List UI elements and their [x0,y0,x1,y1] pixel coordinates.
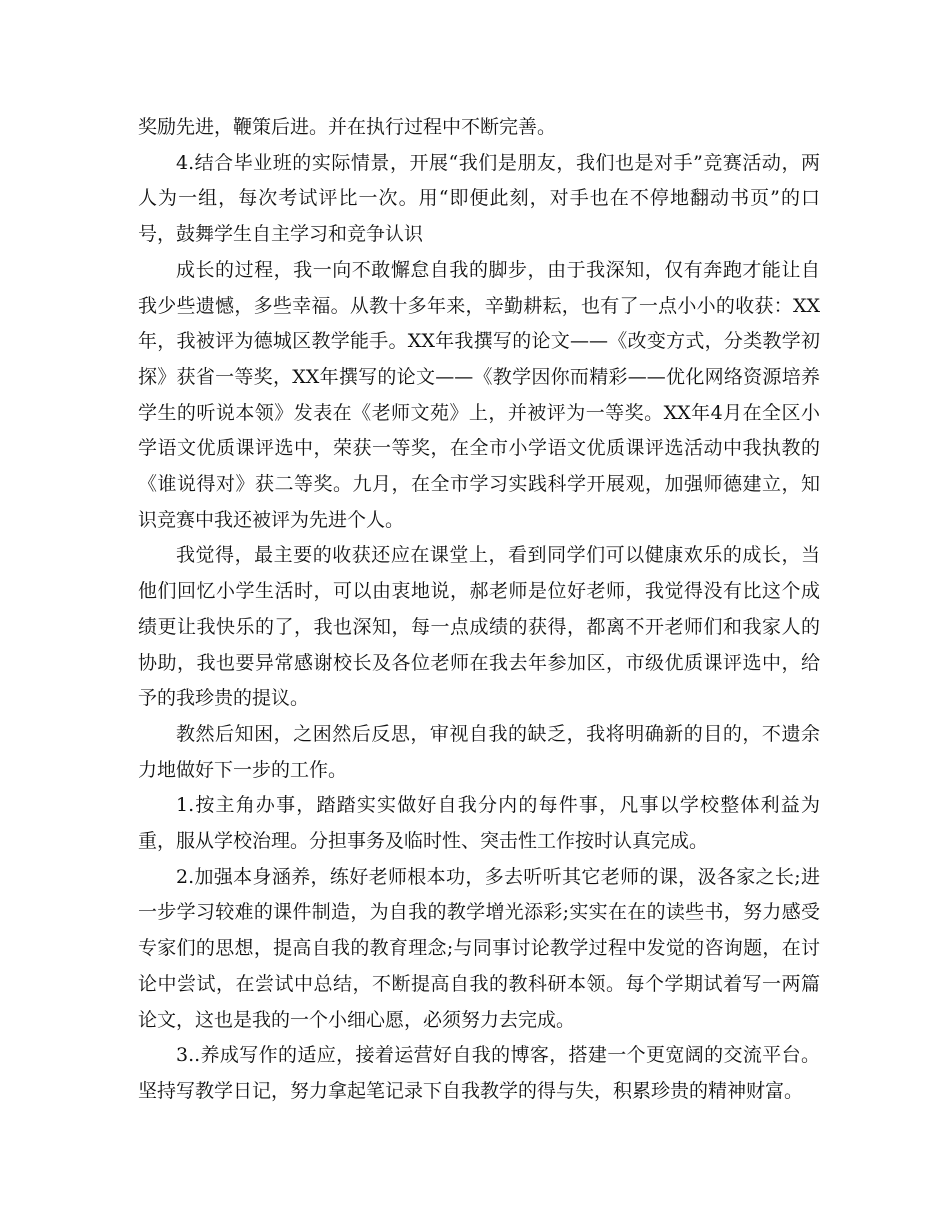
paragraph-growth: 成长的过程，我一向不敢懈怠自我的脚步，由于我深知，仅有奔跑才能让自我少些遗憾，多些幸福。从教十多年来，辛勤耕耘，也有了一点小小的收获：XX年，我被评为德城区教学能手。XX年我撰写的论文——《改变方式，分类教学初探》获省一等奖，XX年撰写的论文——《教学因你而精彩——优化网络资源培养学生的听说本领》发表在《老师文苑》上，并被评为一等奖。XX年4月在全区小学语文优质课评选中，荣获一等奖，在全市小学语文优质课评选活动中我执教的《谁说得对》获二等奖。九月，在全市学习实践科学开展观，加强师德建立，知识竞赛中我还被评为先进个人。 [138,258,820,531]
paragraph-item-4: 4.结合毕业班的实际情景，开展“我们是朋友，我们也是对手”竞赛活动，两人为一组，每次考试评比一次。用“即便此刻，对手也在不停地翻动书页”的口号，鼓舞学生自主学习和竞争认识 [138,151,820,246]
paragraph-continuation: 奖励先进，鞭策后进。并在执行过程中不断完善。 [138,116,557,138]
document-body [138,110,820,1110]
paragraph-plan-1: 1.按主角办事，踏踏实实做好自我分内的每件事，凡事以学校整体利益为重，服从学校治理。分担事务及临时性、突击性工作按时认真完成。 [138,794,820,853]
paragraph-harvest: 我觉得，最主要的收获还应在课堂上，看到同学们可以健康欢乐的成长，当他们回忆小学生活时，可以由衷地说，郝老师是位好老师，我觉得没有比这个成绩更让我快乐的了，我也深知，每一点成绩的获得，都离不开老师们和我家人的协助，我也要异常感谢校长及各位老师在我去年参加区，市级优质课评选中，给予的我珍贵的提议。 [138,544,820,710]
paragraph-plan-2: 2.加强本身涵养，练好老师根本功，多去听听其它老师的课，汲各家之长;进一步学习较难的课件制造，为自我的教学增光添彩;实实在在的读些书，努力感受专家们的思想，提高自我的教育理念;与同事讨论教学过程中发觉的咨询题，在讨论中尝试，在尝试中总结，不断提高自我的教科研本领。每个学期试着写一两篇论文，这也是我的一个小细心愿，必须努力去完成。 [138,865,820,1031]
paragraph-reflection: 教然后知困，之困然后反思，审视自我的缺乏，我将明确新的目的，不遗余力地做好下一步的工作。 [138,722,820,781]
paragraph-plan-3: 3..养成写作的适应，接着运营好自我的博客，搭建一个更宽阔的交流平台。坚持写教学日记，努力拿起笔记录下自我教学的得与失，积累珍贵的精神财富。 [138,1044,820,1102]
